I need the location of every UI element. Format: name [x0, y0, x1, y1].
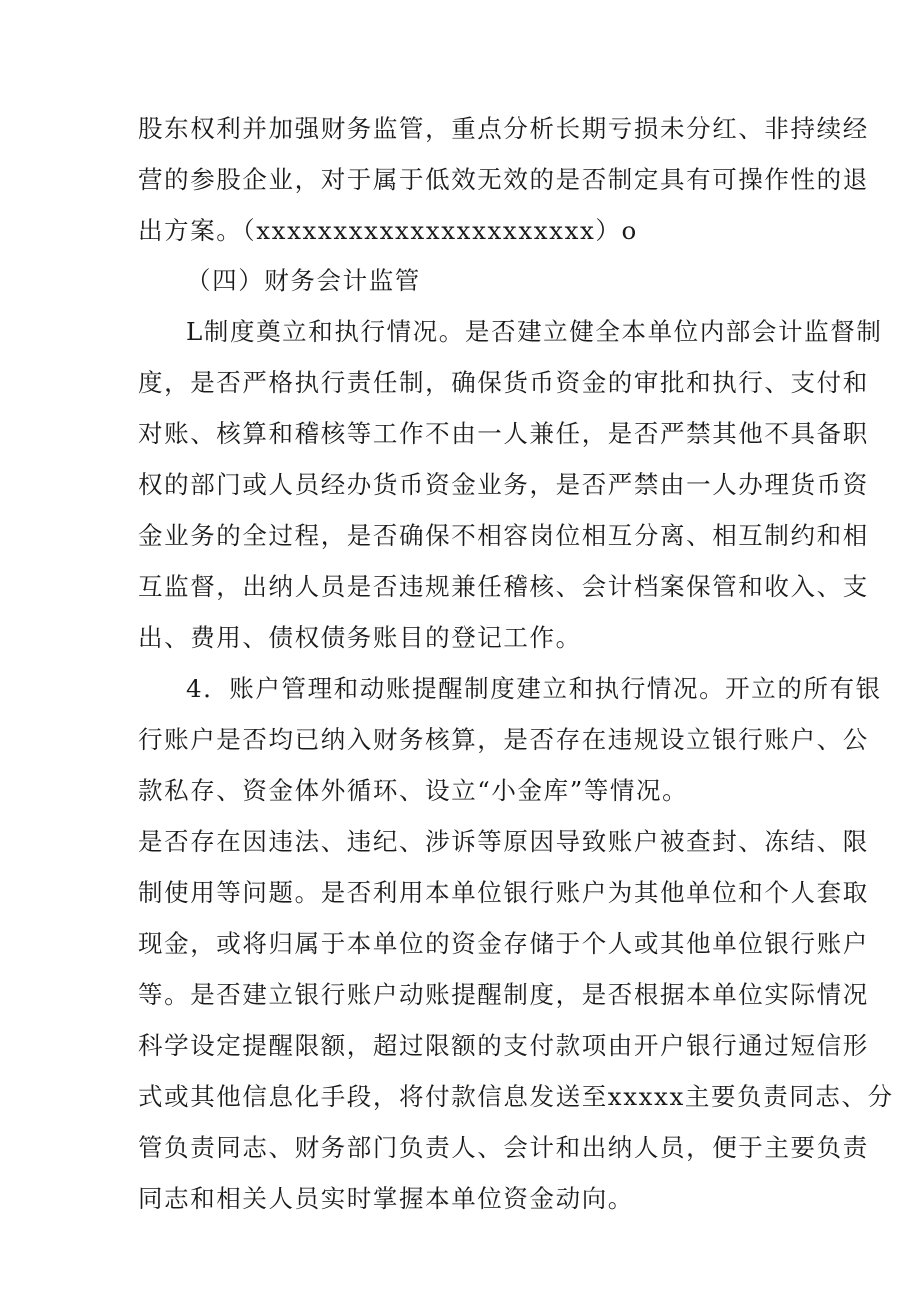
text-line: 等。是否建立银行账户动账提醒制度，是否根据本单位实际情况 — [138, 980, 869, 1009]
text-line: 权的部门或人员经办货币资金业务，是否严禁由一人办理货币资 — [138, 470, 869, 499]
text-line: 款私存、资金体外循环、设立“小金库”等情况。 — [138, 776, 689, 805]
text-line: 4．账户管理和动账提醒制度建立和执行情况。开立的所有银 — [186, 674, 882, 703]
text-line: 行账户是否均已纳入财务核算，是否存在违规设立银行账户、公 — [138, 725, 869, 754]
text-line: 对账、核算和稽核等工作不由一人兼任，是否严禁其他不具备职 — [138, 419, 869, 448]
text-line: 制使用等问题。是否利用本单位银行账户为其他单位和个人套取 — [138, 878, 869, 907]
text-line: 是否存在因违法、违纪、涉诉等原因导致账户被查封、冻结、限 — [138, 827, 869, 856]
text-line: 出方案。（xxxxxxxxxxxxxxxxxxxxxx）o — [138, 216, 638, 245]
text-line: L制度奠立和执行情况。是否建立健全本单位内部会计监督制 — [186, 317, 883, 346]
text-line: 出、费用、债权债务账目的登记工作。 — [138, 623, 582, 652]
text-line: 度，是否严格执行责任制，确保货币资金的审批和执行、支付和 — [138, 368, 869, 397]
text-line: 营的参股企业，对于属于低效无效的是否制定具有可操作性的退 — [138, 165, 869, 194]
text-line: 管负责同志、财务部门负责人、会计和出纳人员，便于主要负责 — [138, 1133, 869, 1162]
text-line: 科学设定提醒限额，超过限额的支付款项由开户银行通过短信形 — [138, 1031, 869, 1060]
section-heading: （四）财务会计监管 — [186, 266, 421, 295]
text-line: 现金，或将归属于本单位的资金存储于个人或其他单位银行账户 — [138, 929, 869, 958]
text-line: 式或其他信息化手段，将付款信息发送至xxxxx主要负责同志、分 — [138, 1082, 894, 1111]
text-line: 金业务的全过程，是否确保不相容岗位相互分离、相互制约和相 — [138, 521, 869, 550]
text-line: 互监督，出纳人员是否违规兼任稽核、会计档案保管和收入、支 — [138, 572, 869, 601]
text-line: 股东权利并加强财务监管，重点分析长期亏损未分红、非持续经 — [138, 114, 869, 143]
text-line: 同志和相关人员实时掌握本单位资金动向。 — [138, 1184, 634, 1213]
